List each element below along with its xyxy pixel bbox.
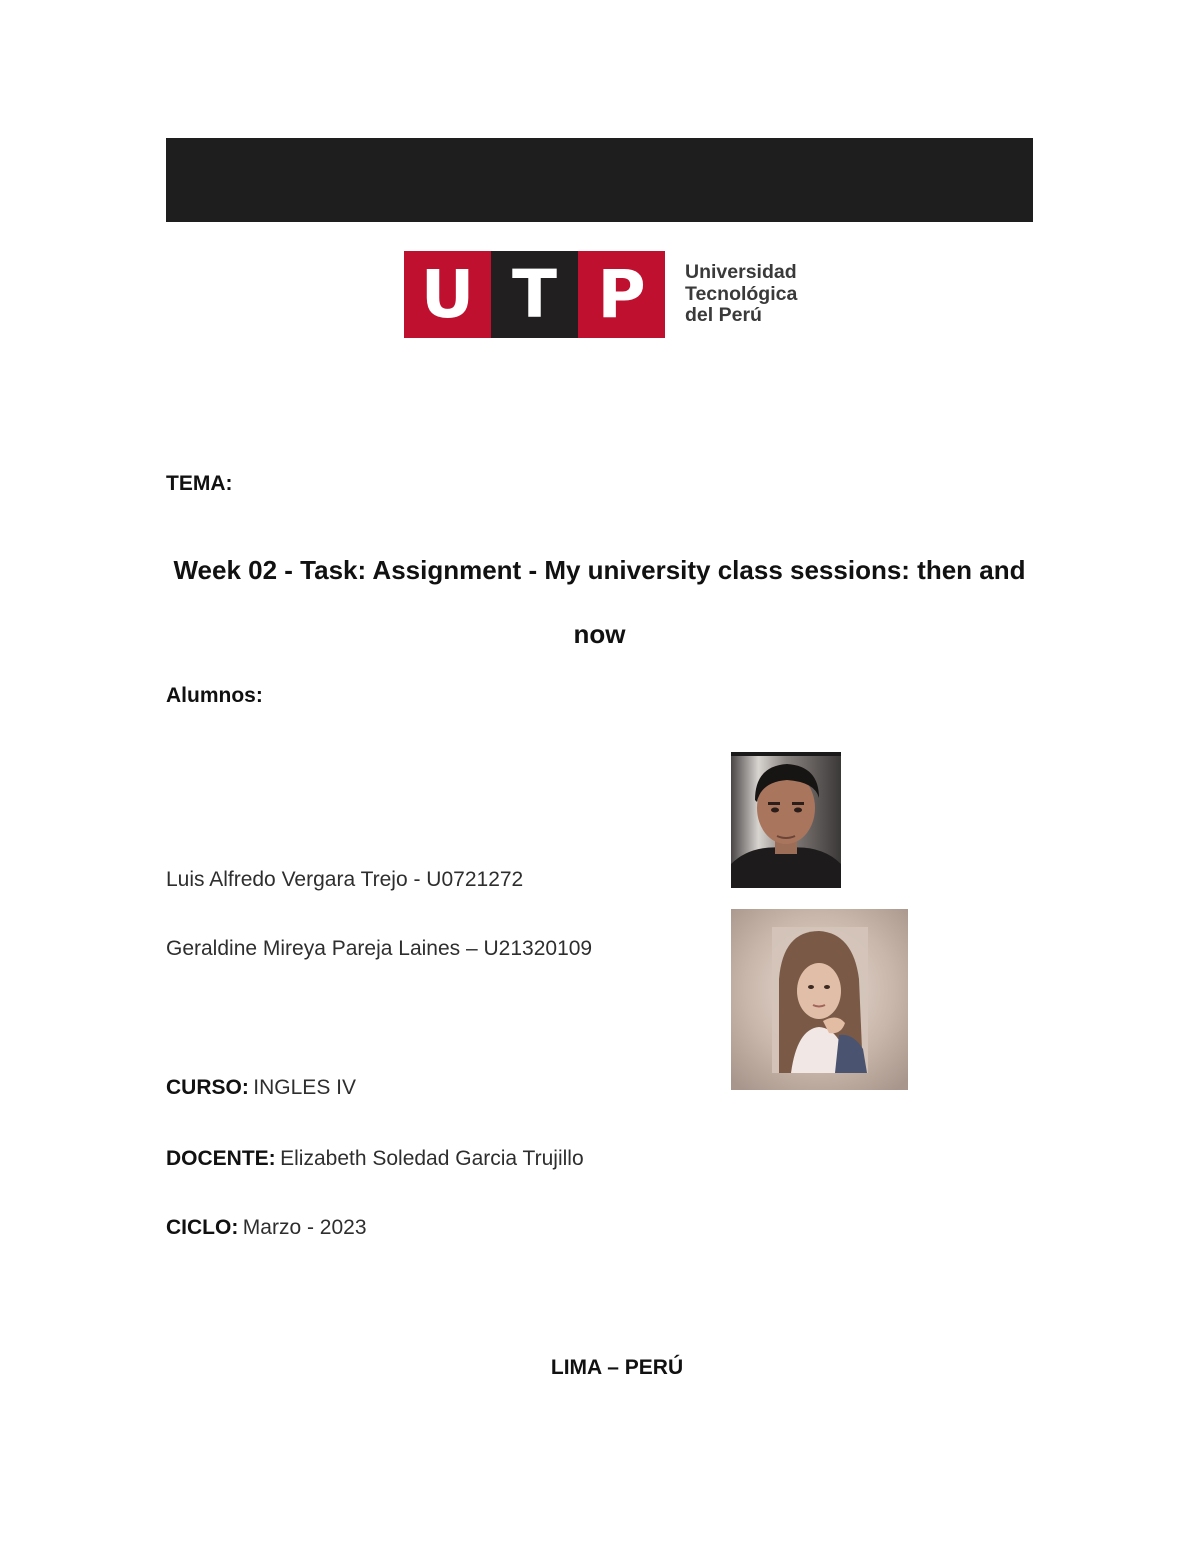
tema-label: TEMA: xyxy=(166,472,233,495)
ciclo-value: Marzo - 2023 xyxy=(242,1216,367,1239)
ciclo-label: CICLO: xyxy=(166,1216,239,1239)
header-bar xyxy=(166,138,1033,222)
logo-name-line: Tecnológica xyxy=(685,282,798,305)
curso-value: INGLES IV xyxy=(253,1076,356,1099)
logo-letter-u: U xyxy=(404,251,491,338)
logo-university-name xyxy=(685,262,825,327)
student-photo-woman xyxy=(731,909,908,1090)
student-name: Geraldine Mireya Pareja Laines – U21320109 xyxy=(166,937,593,960)
student-name: Luis Alfredo Vergara Trejo - U0721272 xyxy=(166,868,524,891)
docente-label: DOCENTE: xyxy=(166,1147,276,1170)
logo-name-line: del Perú xyxy=(685,304,762,326)
logo-letter-p: P xyxy=(578,251,665,338)
assignment-title: Week 02 - Task: Assignment - My university class sessions: then and now xyxy=(173,555,1026,649)
logo-name-line: Universidad xyxy=(685,261,797,283)
footer-location: LIMA – PERÚ xyxy=(550,1356,684,1379)
docente-value: Elizabeth Soledad Garcia Trujillo xyxy=(280,1147,584,1170)
alumnos-label: Alumnos: xyxy=(166,684,263,707)
docente-line xyxy=(166,1147,584,1171)
ciclo-line xyxy=(166,1216,367,1240)
student-photo-man xyxy=(731,752,841,888)
curso-label: CURSO: xyxy=(166,1076,249,1099)
curso-line xyxy=(166,1076,356,1100)
logo-letter-t: T xyxy=(491,251,578,338)
utp-logo xyxy=(404,251,814,338)
